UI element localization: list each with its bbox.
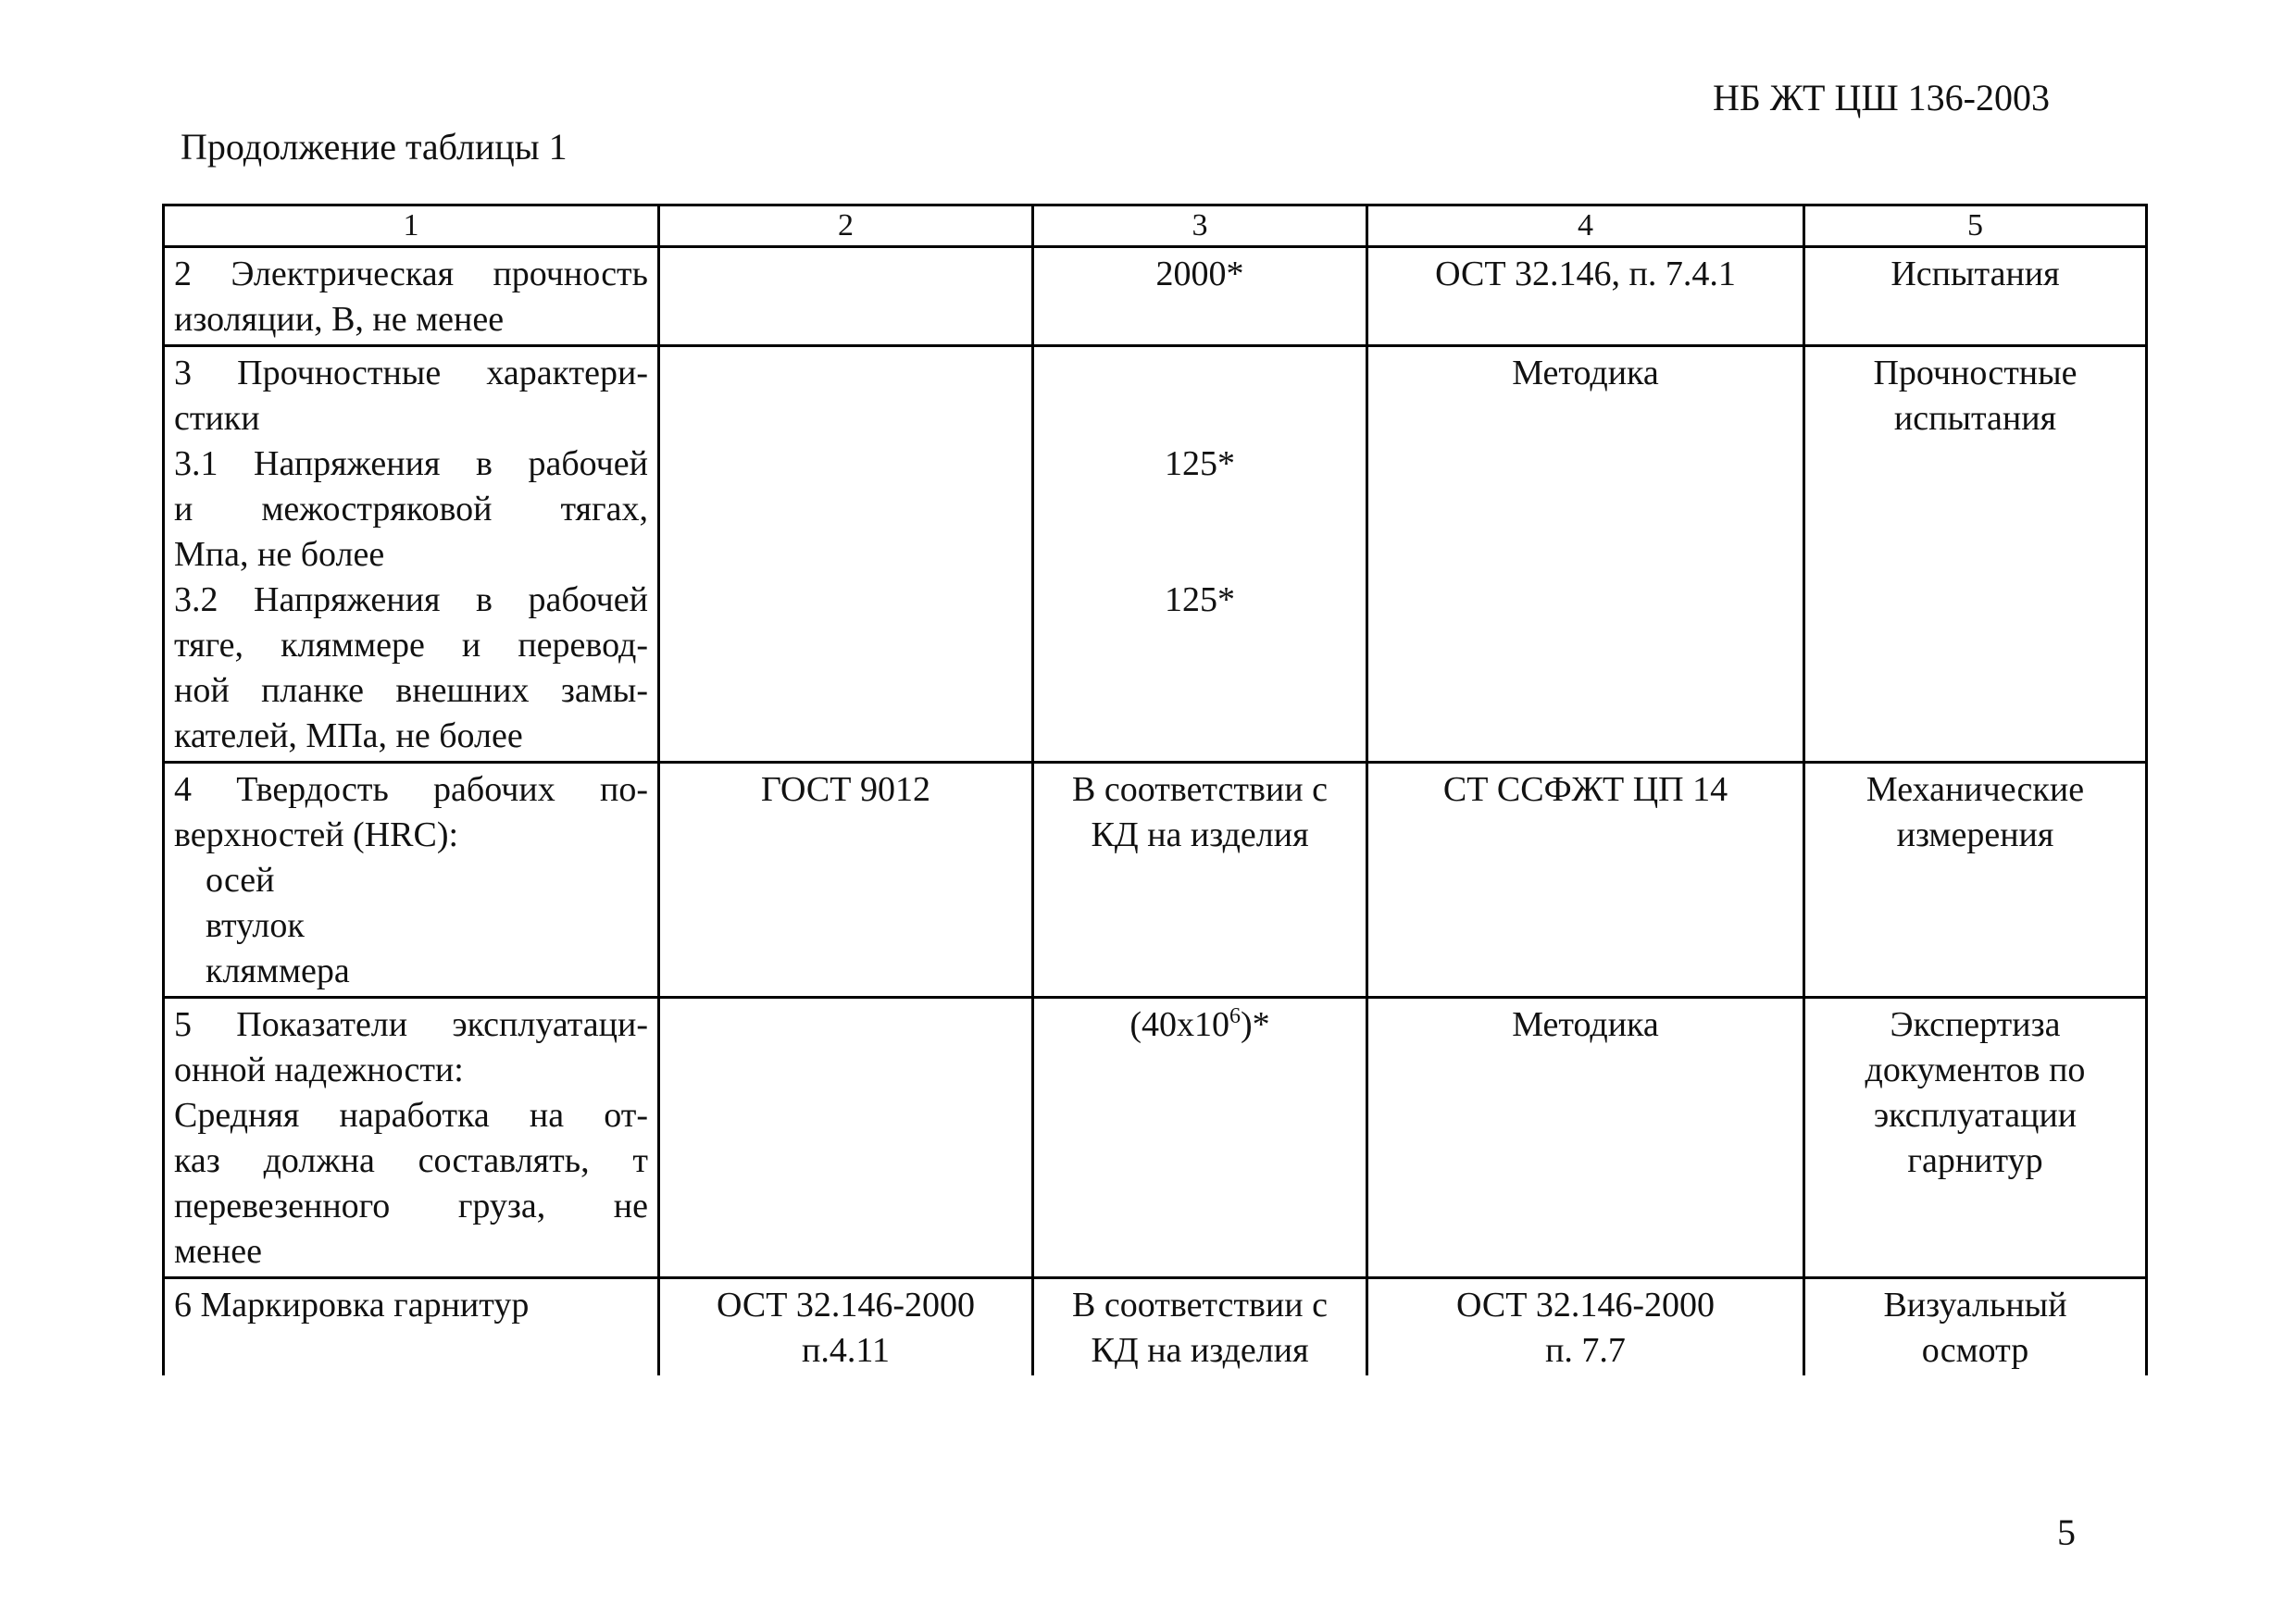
- cell-line: В соответствии с: [1072, 770, 1328, 809]
- cell-line: измерения: [1896, 815, 2054, 854]
- cell-line: 6 Маркировка гарнитур: [174, 1286, 530, 1325]
- cell-line: 2000*: [1155, 255, 1244, 293]
- cell-line: 2 Электрическая прочность: [174, 255, 648, 293]
- row-value-cell: [1033, 1278, 1367, 1376]
- cell-line: 3.1 Напряжения в рабочей: [174, 444, 648, 483]
- cell-line: перевезенного груза, не: [174, 1187, 648, 1225]
- cell-line: Методика: [1512, 354, 1659, 392]
- cell-line: эксплуатации: [1873, 1096, 2078, 1135]
- cell-line: документов по: [1865, 1051, 2086, 1089]
- cell-line: изоляции, В, не менее: [174, 300, 505, 339]
- column-header: 4: [1367, 205, 1804, 247]
- cell-line: Методика: [1512, 1005, 1659, 1044]
- row-col2-cell: [659, 1278, 1033, 1376]
- row-control-cell: [1804, 763, 2147, 998]
- row-control-cell: [1804, 247, 2147, 346]
- row-method-cell: [1367, 1278, 1804, 1376]
- cell-line: ГОСТ 9012: [761, 770, 930, 809]
- spec-table: [162, 204, 2148, 1375]
- cell-line: Механические: [1866, 770, 2085, 809]
- row-parameter-cell: [164, 247, 659, 346]
- row-value-cell: [1033, 346, 1367, 763]
- row-col2-cell: [659, 346, 1033, 763]
- row-col2-cell: [659, 763, 1033, 998]
- cell-line: Экспертиза: [1890, 1005, 2061, 1044]
- row-value-cell: [1033, 998, 1367, 1278]
- cell-line: ной планке внешних замы-: [174, 671, 648, 710]
- cell-line: 125*: [1165, 580, 1235, 619]
- cell-line: Прочностные: [1873, 354, 2078, 392]
- cell-line: СТ ССФЖТ ЦП 14: [1442, 770, 1728, 809]
- cell-line: кляммера: [206, 952, 350, 990]
- cell-line: гарнитур: [1907, 1141, 2043, 1180]
- row-value-cell: [1033, 763, 1367, 998]
- cell-line: Визуальный: [1883, 1286, 2067, 1325]
- row-method-cell: [1367, 998, 1804, 1278]
- cell-line: тяге, кляммере и перевод-: [174, 626, 648, 665]
- column-header: 3: [1033, 205, 1367, 247]
- row-control-cell: [1804, 1278, 2147, 1376]
- row-value-cell: [1033, 247, 1367, 346]
- cell-line: Мпа, не более: [174, 535, 385, 574]
- cell-line: Средняя наработка на от-: [174, 1096, 648, 1135]
- cell-line: осмотр: [1921, 1331, 2029, 1370]
- row-control-cell: [1804, 346, 2147, 763]
- cell-line: п.4.11: [802, 1331, 890, 1370]
- row-col2-cell: [659, 247, 1033, 346]
- row-method-cell: [1367, 763, 1804, 998]
- cell-line: КД на изделия: [1091, 1331, 1309, 1370]
- document-code: НБ ЖТ ЦШ 136-2003: [1713, 77, 2051, 118]
- table-row: [164, 998, 2147, 1278]
- cell-line: 4 Твердость рабочих по-: [174, 770, 648, 809]
- table-header-row: [164, 205, 2147, 247]
- cell-line: кателей, МПа, не более: [174, 716, 523, 755]
- table-row: [164, 1278, 2147, 1376]
- table-continuation-caption: Продолжение таблицы 1: [181, 126, 568, 168]
- row-method-cell: [1367, 346, 1804, 763]
- column-header: 1: [164, 205, 659, 247]
- row-parameter-cell: [164, 763, 659, 998]
- row-parameter-cell: [164, 1278, 659, 1376]
- column-header: 5: [1804, 205, 2147, 247]
- cell-line: ОСТ 32.146, п. 7.4.1: [1435, 255, 1736, 293]
- cell-line: 3.2 Напряжения в рабочей: [174, 580, 648, 619]
- row-parameter-cell: [164, 346, 659, 763]
- page-number: 5: [2057, 1511, 2076, 1553]
- cell-line: осей: [206, 861, 275, 900]
- reliability-value-suffix: )*: [1241, 1005, 1270, 1044]
- table-row: [164, 247, 2147, 346]
- cell-line: КД на изделия: [1091, 815, 1309, 854]
- reliability-value: [1043, 1002, 1356, 1048]
- cell-line: верхностей (HRC):: [174, 815, 459, 854]
- row-control-cell: [1804, 998, 2147, 1278]
- cell-line: стики: [174, 399, 260, 438]
- cell-line: менее: [174, 1232, 262, 1271]
- cell-line: 125*: [1165, 444, 1235, 483]
- row-method-cell: [1367, 247, 1804, 346]
- cell-line: Испытания: [1890, 255, 2060, 293]
- cell-line: ОСТ 32.146-2000: [716, 1286, 976, 1325]
- cell-line: В соответствии с: [1072, 1286, 1328, 1325]
- cell-line: 3 Прочностные характери-: [174, 354, 648, 392]
- column-header: 2: [659, 205, 1033, 247]
- cell-line: онной надежности:: [174, 1051, 464, 1089]
- reliability-value-base: (40x10: [1129, 1005, 1229, 1044]
- cell-line: п. 7.7: [1545, 1331, 1626, 1370]
- cell-line: и межостряковой тягах,: [174, 490, 648, 529]
- row-parameter-cell: [164, 998, 659, 1278]
- cell-line: 5 Показатели эксплуатаци-: [174, 1005, 648, 1044]
- cell-line: каз должна составлять, т: [174, 1141, 648, 1180]
- table-row: [164, 346, 2147, 763]
- row-col2-cell: [659, 998, 1033, 1278]
- cell-line: втулок: [206, 906, 305, 945]
- cell-line: испытания: [1893, 399, 2057, 438]
- table-row: [164, 763, 2147, 998]
- reliability-value-exponent: 6: [1229, 1004, 1241, 1028]
- cell-line: ОСТ 32.146-2000: [1455, 1286, 1716, 1325]
